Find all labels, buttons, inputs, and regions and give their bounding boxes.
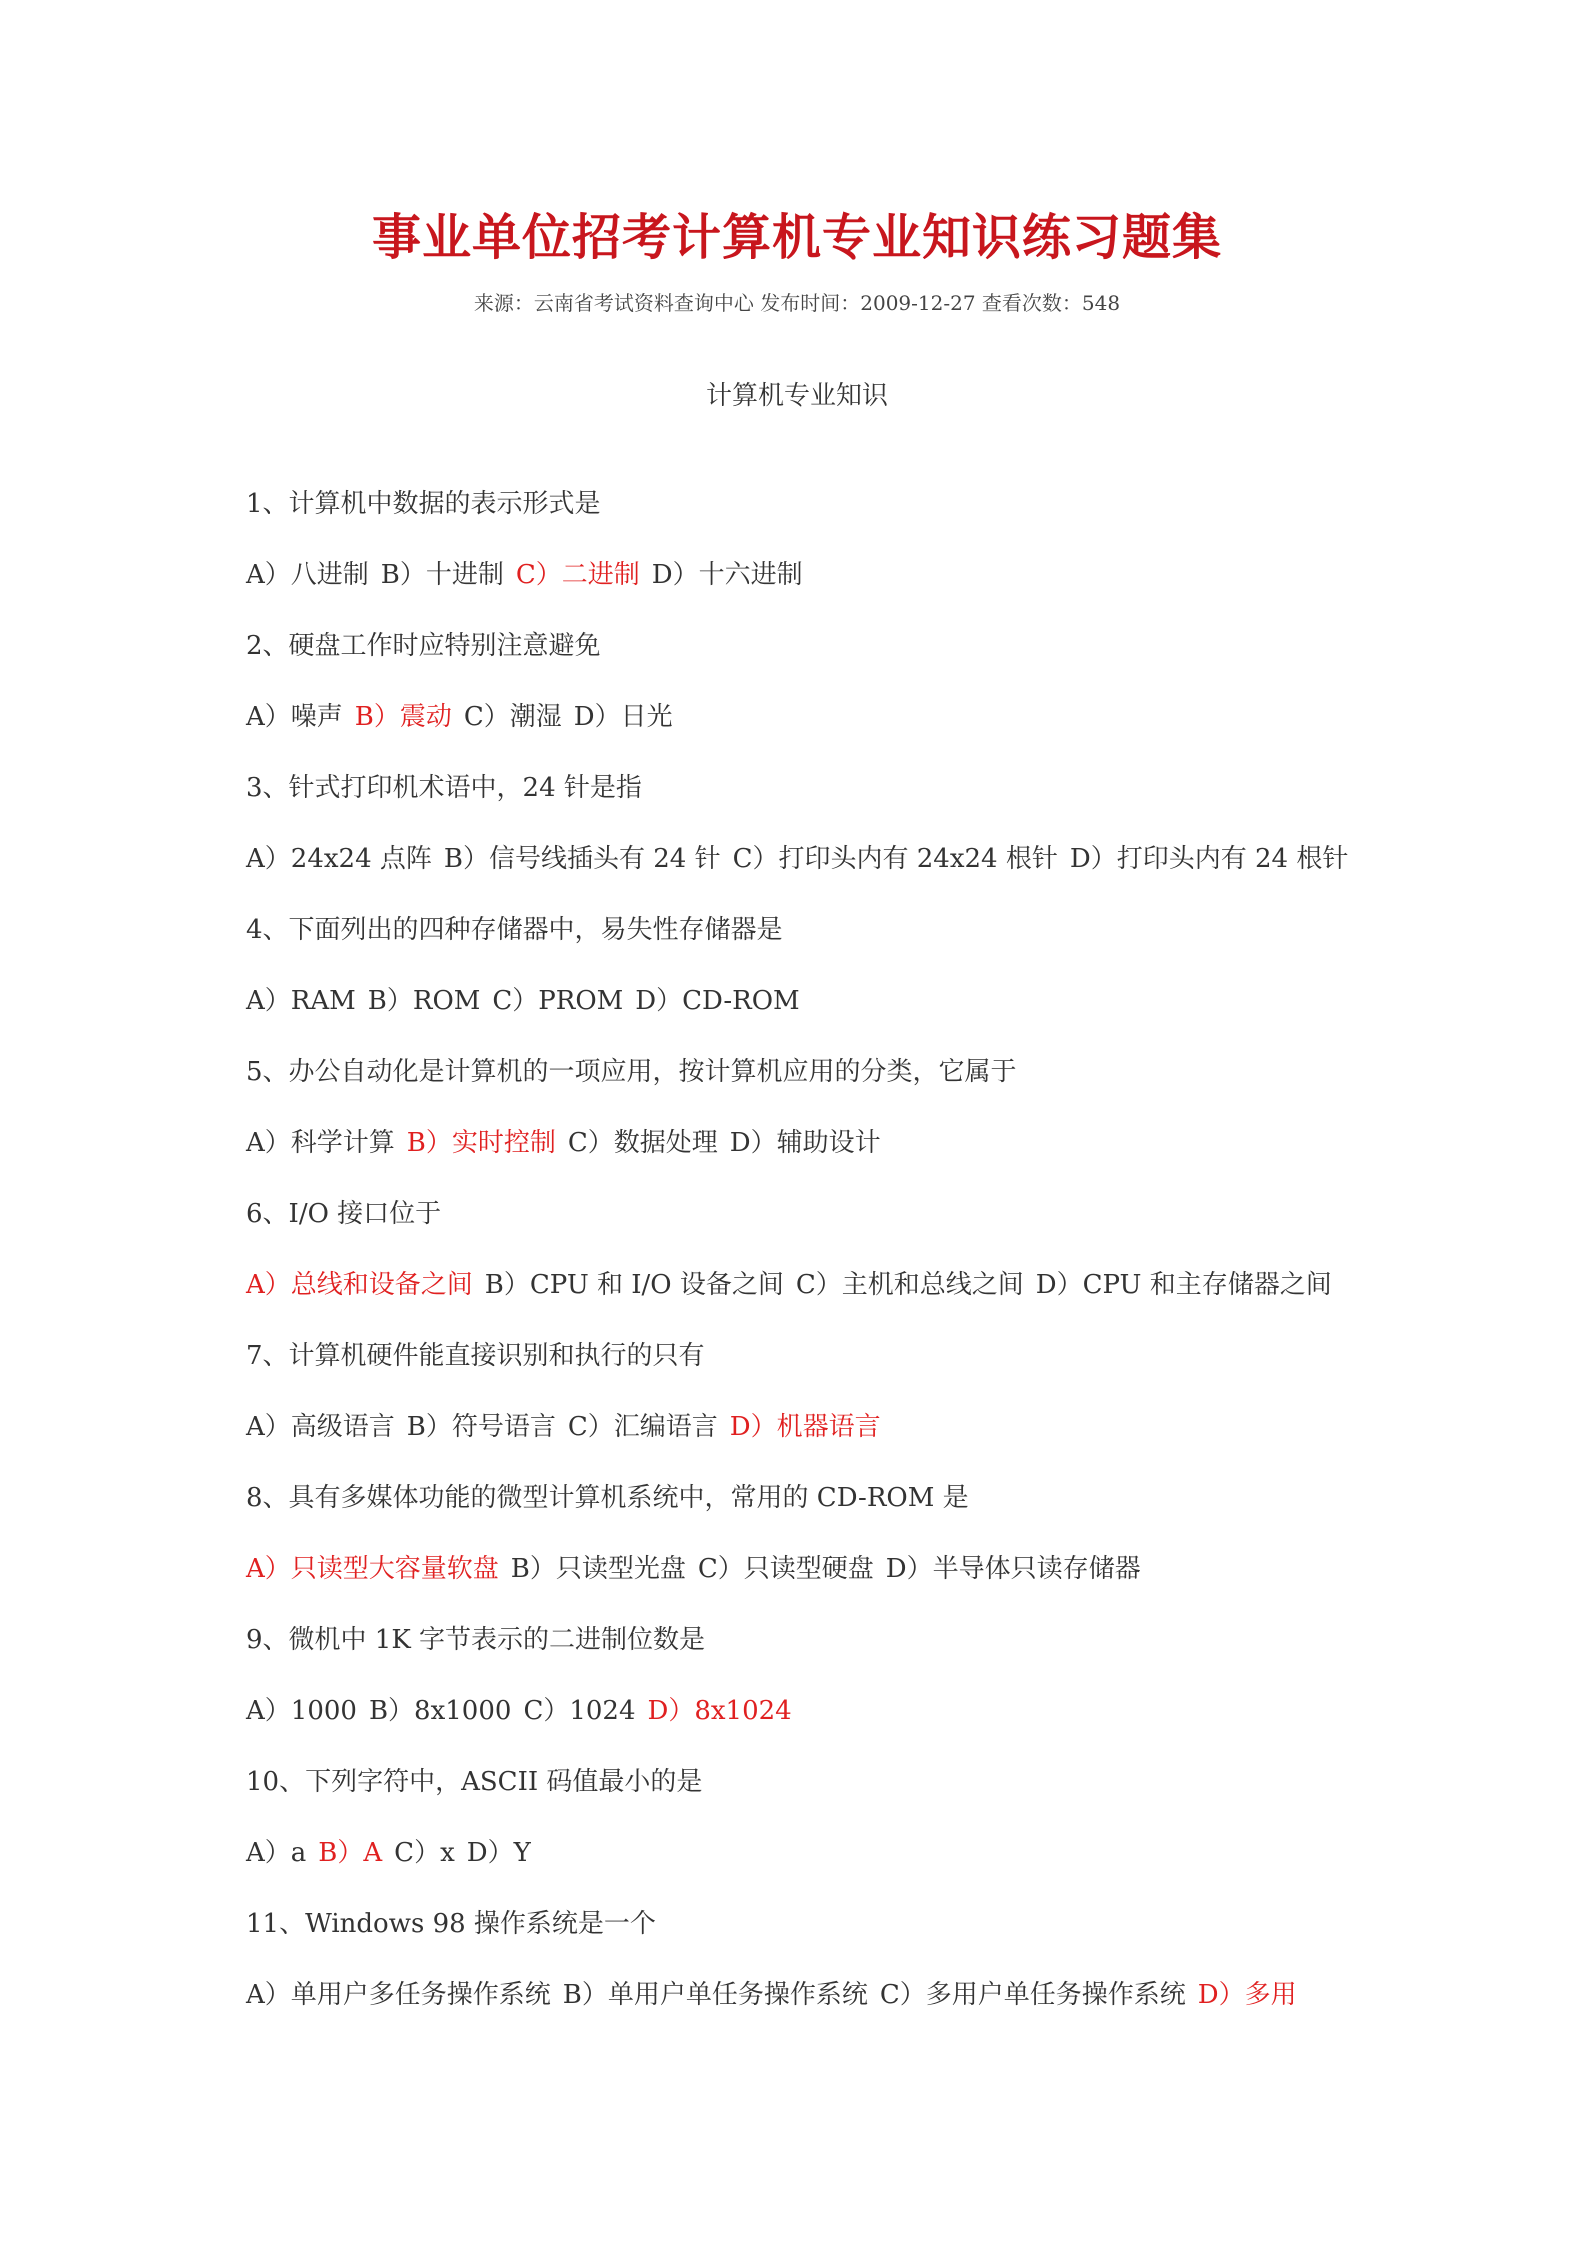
- option: D）十六进制: [651, 560, 803, 590]
- options-line: [246, 697, 1386, 768]
- question-text: 11、Windows 98 操作系统是一个: [246, 1909, 656, 1939]
- option: B）单用户单任务操作系统: [562, 1980, 868, 2010]
- option: B）十进制: [380, 560, 504, 590]
- question-text: 8、具有多媒体功能的微型计算机系统中，常用的 CD-ROM 是: [246, 1483, 969, 1513]
- option: C）PROM: [492, 986, 624, 1016]
- option: D）CPU 和主存储器之间: [1035, 1270, 1332, 1300]
- options-line: [246, 981, 1386, 1052]
- question-text: 10、下列字符中，ASCII 码值最小的是: [246, 1767, 703, 1797]
- question-text: 4、下面列出的四种存储器中，易失性存储器是: [246, 915, 783, 945]
- option: C）x: [394, 1838, 455, 1868]
- option: A）单用户多任务操作系统: [246, 1980, 551, 2010]
- question-text: 2、硬盘工作时应特别注意避免: [246, 631, 601, 661]
- option: B）符号语言: [406, 1412, 556, 1442]
- question-list: [246, 484, 1386, 2046]
- correct-option: D）8x1024: [647, 1696, 792, 1726]
- question-text: 6、I/O 接口位于: [246, 1199, 442, 1229]
- option: D）打印头内有 24 根针: [1069, 844, 1349, 874]
- option: B）8x1000: [368, 1696, 512, 1726]
- correct-option: D）多用: [1197, 1980, 1297, 2010]
- option: A）高级语言: [246, 1412, 395, 1442]
- options-line: [246, 1123, 1386, 1194]
- option: A）科学计算: [246, 1128, 395, 1158]
- option: D）CD-ROM: [635, 986, 800, 1016]
- option: A）a: [246, 1838, 307, 1868]
- options-line: [246, 1407, 1386, 1478]
- option: A）RAM: [246, 986, 356, 1016]
- option: A）24x24 点阵: [246, 844, 432, 874]
- option: C）打印头内有 24x24 根针: [732, 844, 1058, 874]
- question-text: 7、计算机硬件能直接识别和执行的只有: [246, 1341, 705, 1371]
- option: C）主机和总线之间: [795, 1270, 1024, 1300]
- options-line: [246, 839, 1386, 910]
- question-text: 1、计算机中数据的表示形式是: [246, 489, 601, 519]
- option: D）Y: [466, 1838, 531, 1868]
- option: A）八进制: [246, 560, 369, 590]
- option: C）潮湿: [463, 702, 562, 732]
- question-text: 9、微机中 1K 字节表示的二进制位数是: [246, 1625, 706, 1655]
- option: B）只读型光盘: [510, 1554, 686, 1584]
- option: B）CPU 和 I/O 设备之间: [484, 1270, 784, 1300]
- correct-option: A）总线和设备之间: [246, 1270, 473, 1300]
- option: C）数据处理: [567, 1128, 718, 1158]
- option: A）噪声: [246, 702, 343, 732]
- option: C）只读型硬盘: [697, 1554, 874, 1584]
- option: D）辅助设计: [729, 1128, 881, 1158]
- correct-option: B）震动: [354, 702, 452, 732]
- correct-option: B）A: [318, 1838, 383, 1868]
- option: C）1024: [523, 1696, 636, 1726]
- option: B）信号线插头有 24 针: [443, 844, 721, 874]
- document-title: 事业单位招考计算机专业知识练习题集: [371, 208, 1222, 266]
- options-line: [246, 555, 1386, 626]
- option: C）多用户单任务操作系统: [879, 1980, 1186, 2010]
- option: B）ROM: [367, 986, 481, 1016]
- options-line: [246, 1549, 1386, 1620]
- question-text: 3、针式打印机术语中，24 针是指: [246, 773, 642, 803]
- option: D）日光: [573, 702, 673, 732]
- correct-option: B）实时控制: [406, 1128, 556, 1158]
- correct-option: C）二进制: [515, 560, 640, 590]
- options-line: [246, 1975, 1386, 2046]
- options-line: [246, 1833, 1386, 1904]
- options-line: [246, 1691, 1386, 1762]
- option: A）1000: [246, 1696, 357, 1726]
- option: C）汇编语言: [567, 1412, 718, 1442]
- option: D）半导体只读存储器: [885, 1554, 1141, 1584]
- correct-option: D）机器语言: [729, 1412, 881, 1442]
- document-meta: 来源：云南省考试资料查询中心 发布时间：2009-12-27 查看次数：548: [473, 291, 1121, 315]
- question-text: 5、办公自动化是计算机的一项应用，按计算机应用的分类，它属于: [246, 1057, 1017, 1087]
- options-line: [246, 1265, 1386, 1336]
- correct-option: A）只读型大容量软盘: [246, 1554, 499, 1584]
- section-title: 计算机专业知识: [705, 381, 888, 411]
